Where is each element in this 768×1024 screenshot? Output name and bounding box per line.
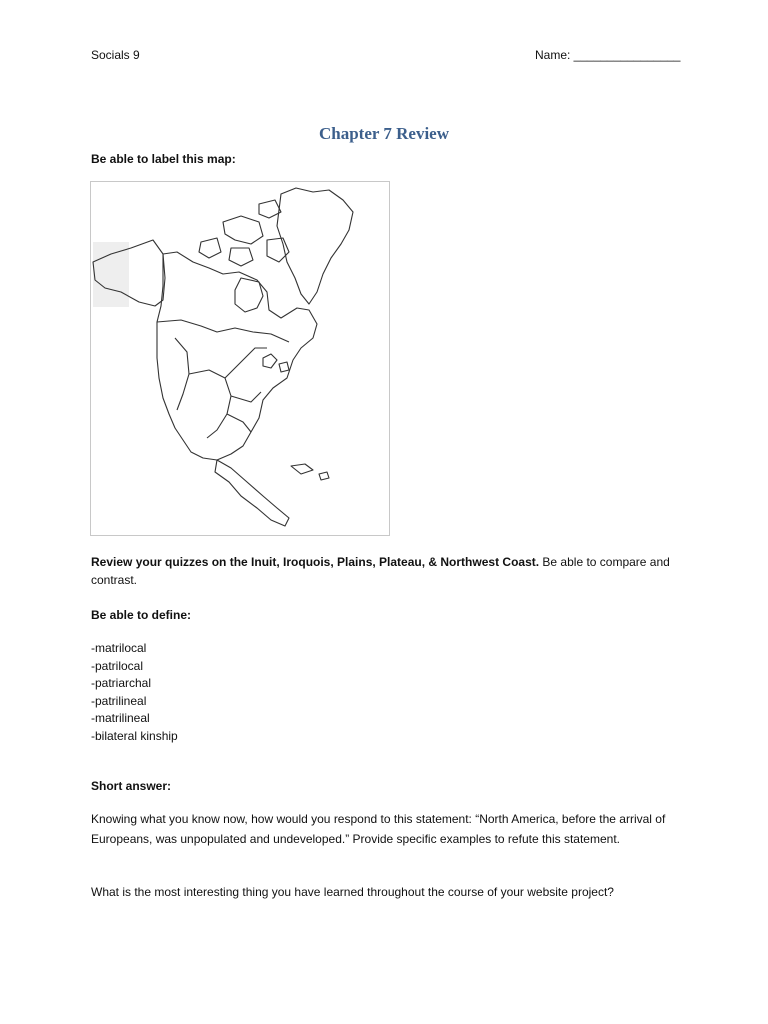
arctic-island-4 xyxy=(199,238,221,258)
map-instruction: Be able to label this map: xyxy=(91,152,236,166)
great-lakes-outline xyxy=(263,354,277,368)
term-item: -bilateral kinship xyxy=(91,728,178,743)
hudson-bay-outline xyxy=(235,278,263,312)
region-boundary-plains xyxy=(225,348,267,378)
region-boundary-northeast xyxy=(231,392,261,402)
short-answer-question-2: What is the most interesting thing you have learned throughout the course of your website project? xyxy=(91,885,614,899)
name-field-label: Name: ________________ xyxy=(535,48,681,62)
scan-shade xyxy=(93,242,129,307)
arctic-island-3 xyxy=(229,248,253,266)
term-item: -matrilineal xyxy=(91,711,150,725)
term-item: -patrilineal xyxy=(91,693,147,708)
review-paragraph-rest: Be able to compare and contrast. xyxy=(91,555,670,587)
term-item: -patriarchal xyxy=(91,676,152,690)
mainland-outline xyxy=(157,252,317,460)
great-lakes-outline-2 xyxy=(279,362,289,372)
north-america-map xyxy=(90,181,390,536)
region-boundary-subarctic xyxy=(157,320,289,342)
map-outline-graphic xyxy=(91,182,391,537)
region-boundary-plateau xyxy=(189,370,231,438)
arctic-island-5 xyxy=(259,200,281,218)
review-paragraph xyxy=(91,553,691,589)
caribbean-island-1 xyxy=(291,464,313,474)
short-answer-question-1: Knowing what you know now, how would you respond to this statement: “North America, before the arrival of Europeans, was unpopulated and undeveloped.” Provide specific examples to refute this statement. xyxy=(91,812,666,846)
course-label: Socials 9 xyxy=(91,48,140,62)
region-boundary-southeast xyxy=(227,414,251,432)
greenland-outline xyxy=(277,188,353,304)
review-paragraph-bold: Review your quizzes on the Inuit, Iroquois, Plains, Plateau, & Northwest Coast. xyxy=(91,555,540,569)
define-heading: Be able to define: xyxy=(91,608,192,622)
term-item: -patrilocal xyxy=(91,658,144,673)
arctic-island-1 xyxy=(223,216,263,244)
term-item: -matrilocal xyxy=(91,641,147,655)
page-title: Chapter 7 Review xyxy=(319,124,449,143)
central-america-outline xyxy=(215,460,289,526)
region-boundary-northwest-coast xyxy=(175,338,189,410)
define-terms xyxy=(91,640,691,745)
caribbean-island-2 xyxy=(319,472,329,480)
short-answer-heading: Short answer: xyxy=(91,779,172,793)
